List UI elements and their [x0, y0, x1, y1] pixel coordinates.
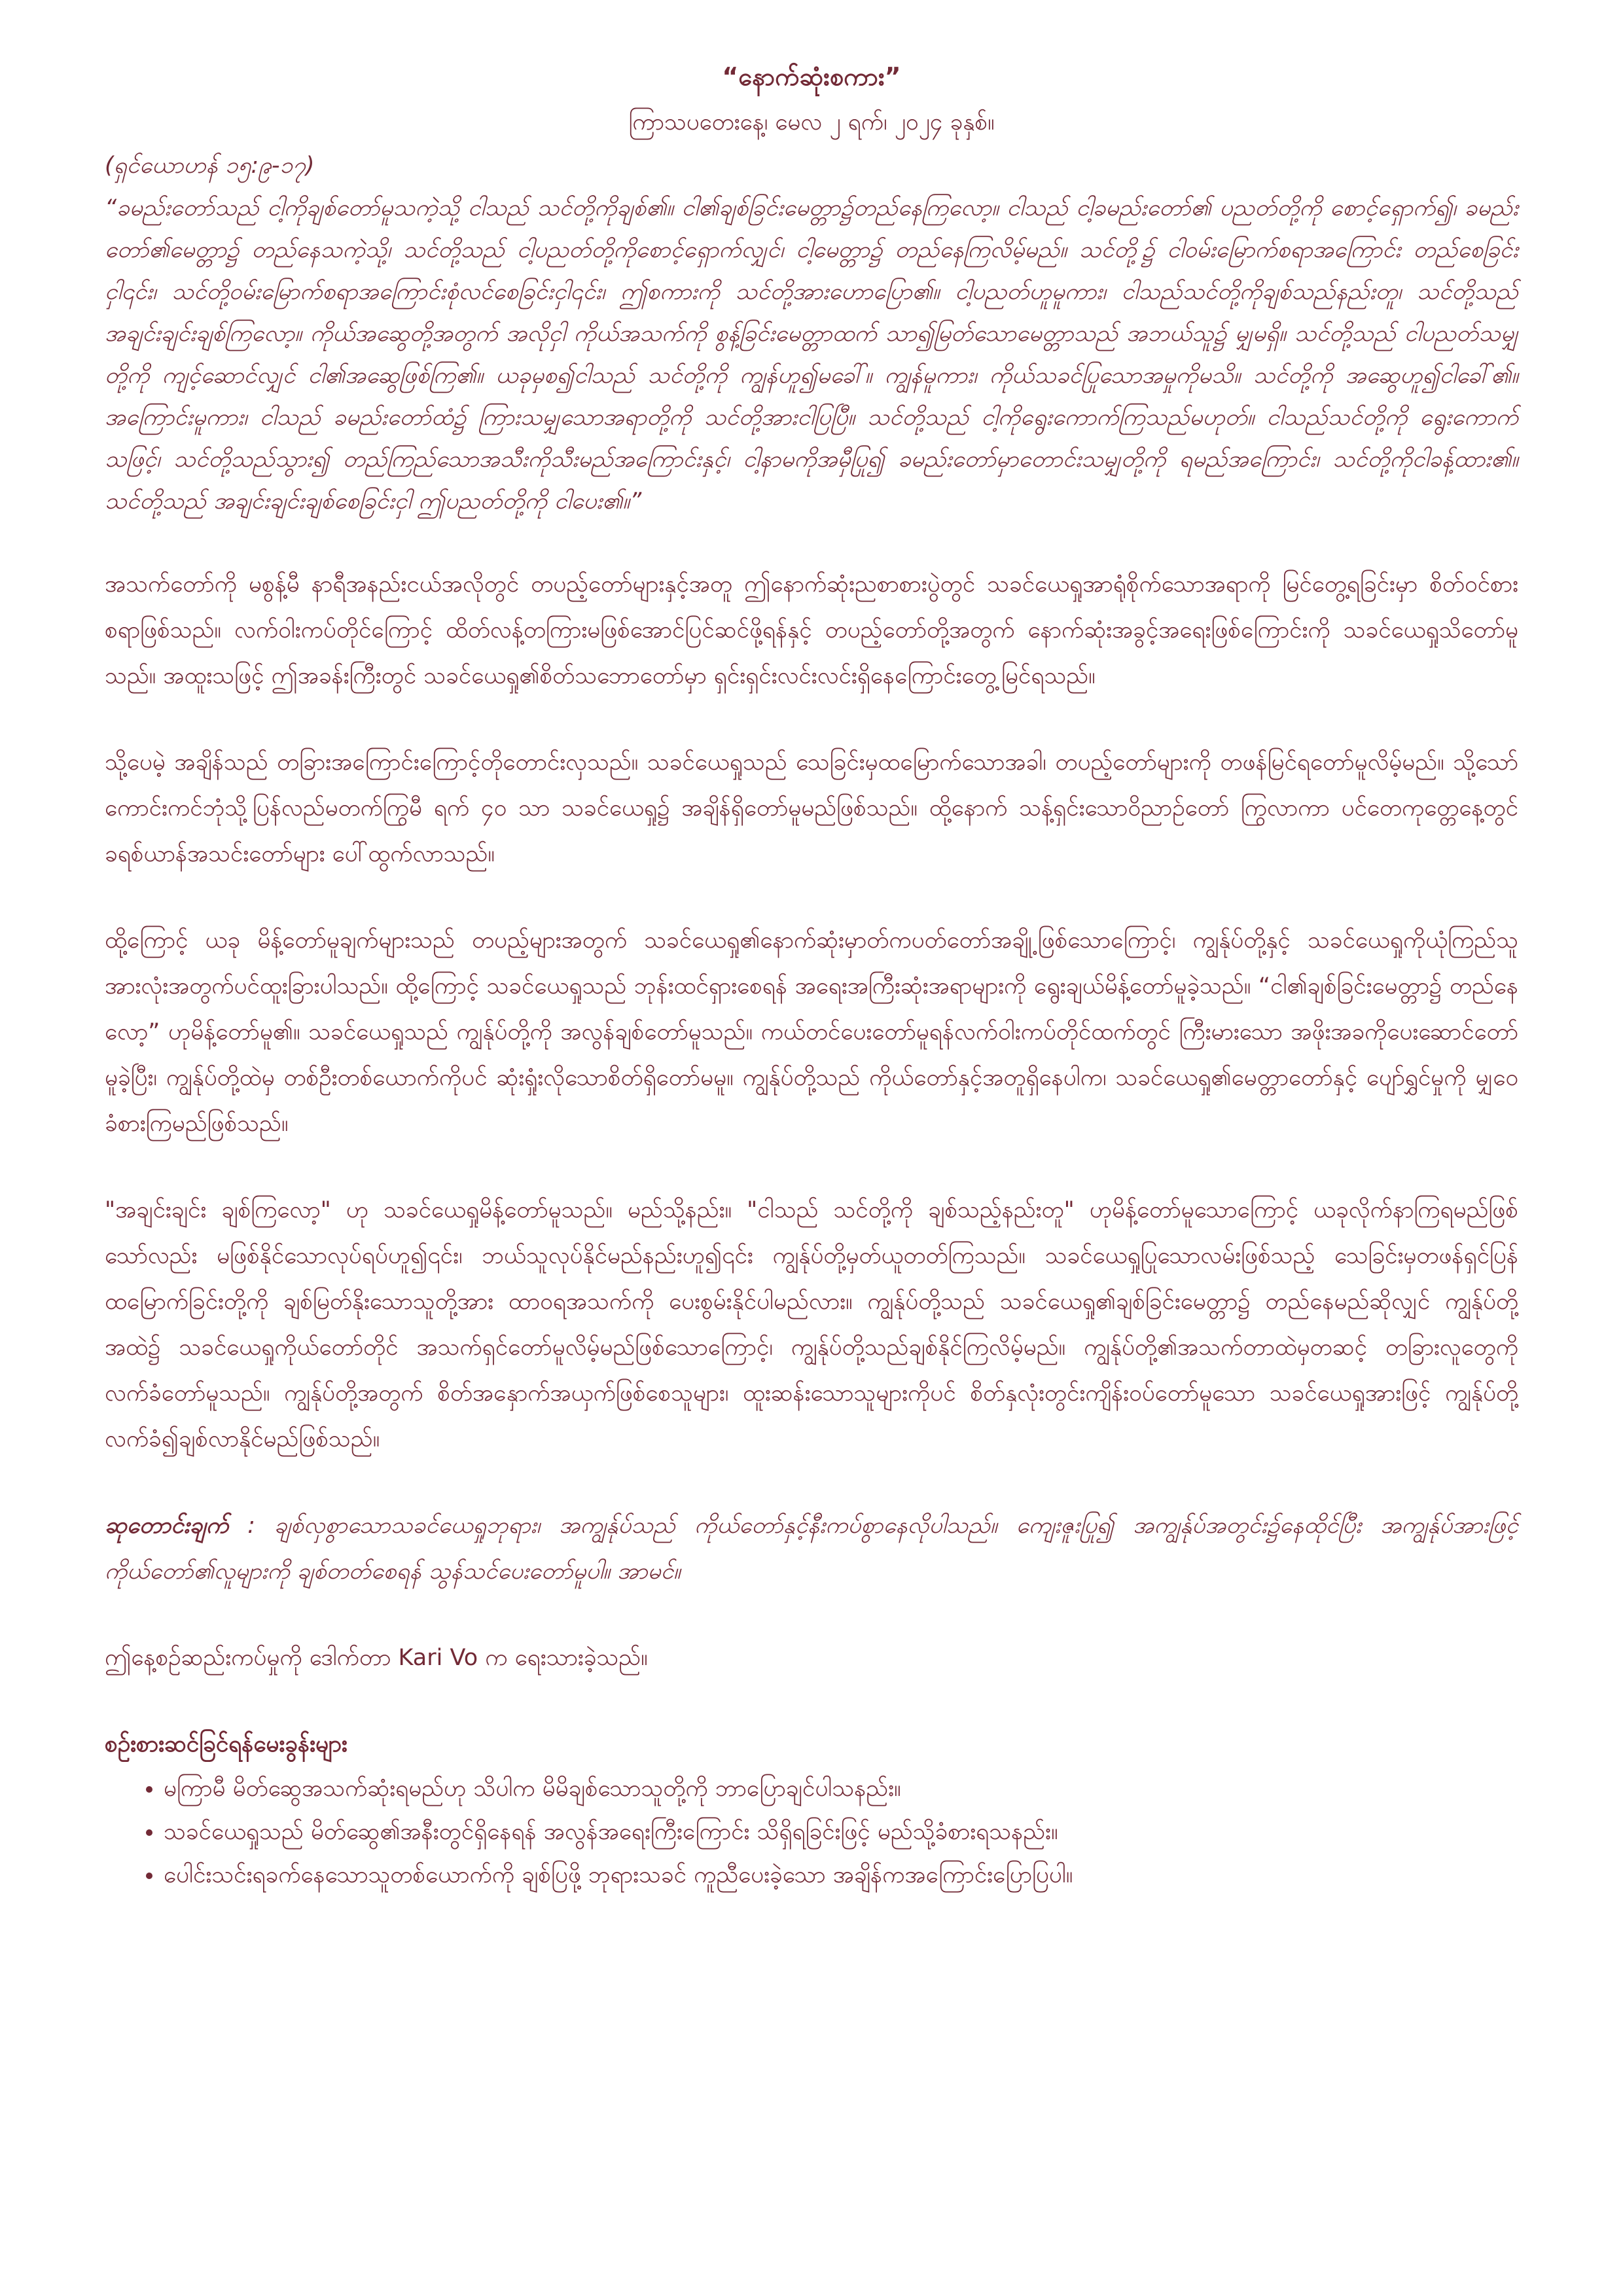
body-paragraph-1: အသက်တော်ကို မစွန့်မီ နာရီအနည်းငယ်အလိုတွင် တပည့်တော်များနှင့်အတူ ဤနောက်ဆုံးညစာစားပွဲတွင် သခင်ယေရှုအာရုံစိုက်သောအရာကို မြင်တွေ့ရခြင်းမှာ စိတ်ဝင်စားစရာဖြစ်သည်။ လက်ဝါးကပ်တိုင်ကြောင့် ထိတ်လန့်တကြားမဖြစ်အောင်ပြင်ဆင်ဖို့ရန်နှင့် တပည့်တော်တို့အတွက် နောက်ဆုံးအခွင့်အရေးဖြစ်ကြောင်းကို သခင်ယေရှုသိတော်မူသည်။ အထူးသဖြင့် ဤအခန်းကြီးတွင် သခင်ယေရှု၏စိတ်သဘောတော်မှာ ရှင်းရှင်းလင်းလင်းရှိနေကြောင်းတွေ့မြင်ရသည်။ — [105, 571, 1518, 689]
questions-heading: စဉ်းစားဆင်ခြင်ရန်မေးခွန်းများ — [105, 1731, 348, 1757]
body-paragraph-3: ထို့ကြောင့် ယခု မိန့်တော်မူချက်များသည် တပည့်များအတွက် သခင်ယေရှု၏နောက်ဆုံးမှာတ်ကပတ်တော်အချို့ဖြစ်သောကြောင့်၊ ကျွန်ုပ်တို့နှင့် သခင်ယေရှုကိုယုံကြည်သူအားလုံးအတွက်ပင်ထူးခြားပါသည်။ ထို့ကြောင့် သခင်ယေရှုသည် ဘုန်းထင်ရှားစေရန် အရေးအကြီးဆုံးအရာများကို ရွေးချယ်မိန့်တော်မူခဲ့သည်။ “ငါ၏ချစ်ခြင်းမေတ္တာ၌ တည်နေလော့” ဟုမိန့်တော်မူ၏။ သခင်ယေရှုသည် ကျွန်ုပ်တို့ကို အလွန်ချစ်တော်မူသည်။ ကယ်တင်ပေးတော်မူရန်လက်ဝါးကပ်တိုင်ထက်တွင် ကြီးမားသော အဖိုးအခကိုပေးဆောင်တော်မူခဲ့ပြီး၊ ကျွန်ုပ်တို့ထဲမှ တစ်ဦးတစ်ယောက်ကိုပင် ဆုံးရှုံးလိုသောစိတ်ရှိတော်မမူ။ ကျွန်ုပ်တို့သည် ကိုယ်တော်နှင့်အတူရှိနေပါက၊ သခင်ယေရှု၏မေတ္တာတော်နှင့် ပျော်ရွှင်မှုကို မျှဝေခံစားကြမည်ဖြစ်သည်။ — [105, 927, 1518, 1137]
author-line: ဤနေ့စဉ်ဆည်းကပ်မှုကို ဒေါက်တာ Kari Vo က ရေးသားခဲ့သည်။ — [105, 1645, 648, 1671]
list-item: • သခင်ယေရှုသည် မိတ်ဆွေ၏အနီးတွင်ရှိနေရန် အလွန်အရေးကြီးကြောင်း သိရှိရခြင်းဖြင့် မည်သို့ခံစားရသနည်း။ — [164, 1810, 1518, 1854]
scripture-text: “ခမည်းတော်သည် ငါ့ကိုချစ်တော်မူသကဲ့သို့ ငါသည် သင်တို့ကိုချစ်၏။ ငါ၏ချစ်ခြင်းမေတ္တာ၌တည်နေကြလော့။ ငါသည် ငါ့ခမည်းတော်၏ ပညတ်တို့ကို စောင့်ရှောက်၍၊ ခမည်းတော်၏မေတ္တာ၌ တည်နေသကဲ့သို့၊ သင်တို့သည် ငါ့ပညတ်တို့ကိုစောင့်ရှောက်လျှင်၊ ငါ့မေတ္တာ၌ တည်နေကြလိမ့်မည်။ သင်တို့၌ ငါဝမ်းမြောက်စရာအကြောင်း တည်စေခြင်းငှါ၎င်း၊ သင်တို့ဝမ်းမြောက်စရာအကြောင်းစုံလင်စေခြင်းငှါ၎င်း၊ ဤစကားကို သင်တို့အားဟောပြော၏။ ငါ့ပညတ်ဟူမူကား၊ ငါသည်သင်တို့ကိုချစ်သည်နည်းတူ၊ သင်တို့သည်အချင်းချင်းချစ်ကြလော့။ ကိုယ်အဆွေတို့အတွက် အလိုငှါ ကိုယ်အသက်ကို စွန့်ခြင်းမေတ္တာထက် သာ၍မြတ်သောမေတ္တာသည် အဘယ်သူ၌ မျှမရှိ။ သင်တို့သည် ငါပညတ်သမျှတို့ကို ကျင့်ဆောင်လျှင် ငါ၏အဆွေဖြစ်ကြ၏။ ယခုမှစ၍ငါသည် သင်တို့ကို ကျွန်ဟူ၍မခေါ်။ ကျွန်မူကား၊ ကိုယ်သခင်ပြုသောအမှုကိုမသိ။ သင်တို့ကို အဆွေဟူ၍ငါခေါ်၏။ အကြောင်းမူကား၊ ငါသည် ခမည်းတော်ထံ၌ ကြားသမျှသောအရာတို့ကို သင်တို့အားငါပြပြီ။ သင်တို့သည် ငါ့ကိုရွေးကောက်ကြသည်မဟုတ်။ ငါသည်သင်တို့ကို ရွေးကောက်သဖြင့်၊ သင်တို့သည်သွား၍ တည်ကြည်သောအသီးကိုသီးမည်အကြောင်းနှင့်၊ ငါ့နာမကိုအမှီပြု၍ ခမည်းတော်မှာတောင်းသမျှတို့ကို ရမည်အကြောင်း၊ သင်တို့ကိုငါခန့်ထား၏။ သင်တို့သည် အချင်းချင်းချစ်စေခြင်းငှါ ဤပညတ်တို့ကို ငါပေး၏။” — [105, 195, 1518, 514]
list-item: • မကြာမီ မိတ်ဆွေအသက်ဆုံးရမည်ဟု သိပါက မိမိချစ်သောသူတို့ကို ဘာပြောချင်ပါသနည်း။ — [164, 1767, 1518, 1810]
prayer-text: ချစ်လှစွာသောသခင်ယေရှုဘုရား၊ အကျွန်ုပ်သည် ကိုယ်တော်နှင့်နီးကပ်စွာနေလိုပါသည်။ ကျေးဇူးပြု၍ အကျွန်ုပ်အတွင်း၌နေထိုင်ပြီး အကျွန်ုပ်အားဖြင့် ကိုယ်တော်၏လူများကို ချစ်တတ်စေရန် သွန်သင်ပေးတော်မူပါ။ အာမင်။ — [105, 1513, 1518, 1585]
dateline: ကြာသပတေးနေ့၊ မေလ ၂ ရက်၊ ၂၀၂၄ ခုနှစ်။ — [628, 109, 995, 135]
page-title: “နောက်ဆုံးစကား” — [722, 62, 901, 91]
scripture-reference: (ရှင်ယောဟန် ၁၅:၉-၁၇) — [105, 152, 315, 179]
prayer-separator: : — [228, 1513, 275, 1539]
body-paragraph-4: "အချင်းချင်း ချစ်ကြလော့" ဟု သခင်ယေရှုမိန့်တော်မူသည်။ မည်သို့နည်း။ "ငါသည် သင်တို့ကို ချစ်သည့်နည်းတူ" ဟုမိန့်တော်မူသောကြောင့် ယခုလိုက်နာကြရမည်ဖြစ်သော်လည်း မဖြစ်နိုင်သောလုပ်ရပ်ဟူ၍၎င်း၊ ဘယ်သူလုပ်နိုင်မည်နည်းဟူ၍၎င်း ကျွန်ုပ်တို့မှတ်ယူတတ်ကြသည်။ သခင်ယေရှုပြုသောလမ်းဖြစ်သည့် သေခြင်းမှတဖန်ရှင်ပြန်ထမြောက်ခြင်းတို့ကို ချစ်မြတ်နိုးသောသူတို့အား ထာဝရအသက်ကို ပေးစွမ်းနိုင်ပါမည်လား။ ကျွန်ုပ်တို့သည် သခင်ယေရှု၏ချစ်ခြင်းမေတ္တာ၌ တည်နေမည်ဆိုလျှင် ကျွန်ုပ်တို့အထဲ၌ သခင်ယေရှုကိုယ်တော်တိုင် အသက်ရှင်တော်မူလိမ့်မည်ဖြစ်သောကြောင့်၊ ကျွန်ုပ်တို့သည်ချစ်နိုင်ကြလိမ့်မည်။ ကျွန်ုပ်တို့၏အသက်တာထဲမှတဆင့် တခြားလူတွေကို လက်ခံတော်မူသည်။ ကျွန်ုပ်တို့အတွက် စိတ်အနှောက်အယှက်ဖြစ်စေသူများ၊ ထူးဆန်းသောသူများကိုပင် စိတ်နှလုံးတွင်းကျိန်းဝပ်တော်မူသော သခင်ယေရှုအားဖြင့် ကျွန်ုပ်တို့ လက်ခံ၍ချစ်လာနိုင်မည်ဖြစ်သည်။ — [105, 1197, 1518, 1452]
questions-list — [105, 1767, 1518, 1897]
prayer — [105, 1503, 1518, 1594]
body-paragraph-2: သို့ပေမဲ့ အချိန်သည် တခြားအကြောင်းကြောင့်တိုတောင်းလှသည်။ သခင်ယေရှုသည် သေခြင်းမှထမြောက်သောအခါ၊ တပည့်တော်များကို တဖန်မြင်ရတော်မူလိမ့်မည်။ သို့သော် ကောင်းကင်ဘုံသို့ပြန်လည်မတက်ကြွမီ ရက် ၄၀ သာ သခင်ယေရှု၌ အချိန်ရှိတော်မူမည်ဖြစ်သည်။ ထို့နောက် သန့်ရှင်းသောဝိညာဉ်တော် ကြွလာကာ ပင်တေကုတ္တေနေ့တွင် ခရစ်ယာန်အသင်းတော်များ ပေါ်ထွက်လာသည်။ — [105, 749, 1518, 867]
list-item: • ပေါင်းသင်းရခက်နေသောသူတစ်ယောက်ကို ချစ်ပြဖို့ ဘုရားသခင် ကူညီပေးခဲ့သော အချိန်ကအကြောင်းပြောပြပါ။ — [164, 1854, 1518, 1897]
prayer-label: ဆုတောင်းချက် — [105, 1513, 229, 1539]
